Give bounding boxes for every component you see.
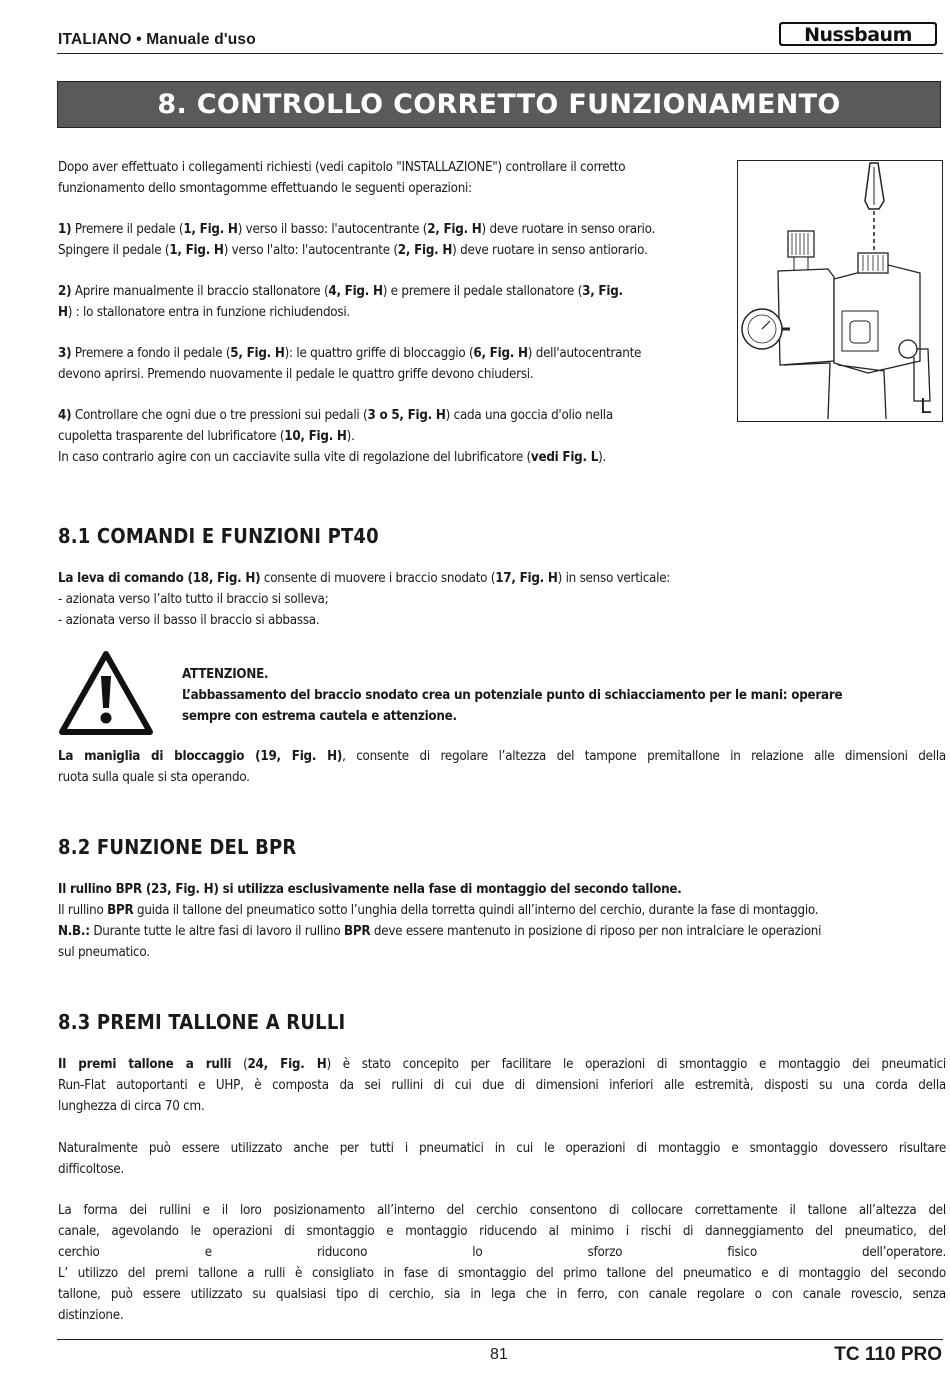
text-segment: La forma dei rullini e il loro posizionamento all’interno del cerchio consentono di collocare correttamente il tallone all’altezza del — [58, 1203, 946, 1218]
text-segment: ) : lo stallonatore entra in funzione richiudendosi. — [67, 305, 350, 320]
text-segment: Aprire manualmente il braccio stallonatore ( — [71, 284, 329, 299]
bold-text: 17, Fig. H — [495, 571, 558, 586]
section-8-1-body — [58, 568, 938, 631]
page-number: 81 — [490, 1346, 508, 1363]
text-line — [58, 1138, 946, 1159]
nussbaum-logo — [778, 16, 938, 50]
bold-text: La leva di comando (18, Fig. H) — [58, 571, 261, 586]
warning-icon — [58, 650, 154, 736]
text-line — [58, 1221, 946, 1242]
figure-label: L — [920, 394, 932, 418]
text-segment: Controllare che ogni due o tre pressioni sui pedali ( — [71, 408, 368, 423]
text-line — [58, 364, 728, 385]
bold-text: 3, Fig. — [582, 284, 623, 299]
section-8-3-paragraph-1 — [58, 1054, 946, 1117]
text-segment: ). — [346, 429, 355, 444]
section-heading-8-3: 8.3 PREMI TALLONE A RULLI — [58, 1010, 346, 1034]
text-segment: devono aprirsi. Premendo nuovamente il pedale le quattro griffe devono chiudersi. — [58, 367, 534, 382]
bold-text: 3 o 5, Fig. H — [367, 408, 446, 423]
text-segment: canale, agevolando le operazioni di smontaggio e montaggio riducendo al minimo i rischi di danneggiamento del pneumatico, del — [58, 1224, 946, 1239]
bold-text: 5, Fig. H — [230, 346, 285, 361]
text-segment: ): le quattro griffe di bloccaggio ( — [284, 346, 474, 361]
bold-text: BPR — [107, 903, 134, 918]
text-segment: sul pneumatico. — [58, 945, 150, 960]
text-line — [58, 568, 938, 589]
figure-l — [737, 160, 943, 422]
text-line — [58, 746, 946, 767]
step-item — [58, 219, 728, 261]
warning-text — [182, 664, 942, 727]
lubricator-illustration — [738, 161, 942, 421]
text-segment: Il rullino — [58, 903, 108, 918]
text-segment: ) è stato concepito per facilitare le operazioni di smontaggio e montaggio dei pneumatici — [326, 1057, 946, 1072]
text-segment: L’ utilizzo del premi tallone a rulli è consigliato in fase di smontaggio del primo tallone del pneumatico e di montaggio del secondo — [58, 1266, 946, 1281]
bold-text: La maniglia di bloccaggio (19, Fig. H) — [58, 749, 343, 764]
header-language-label: ITALIANO • Manuale d'uso — [58, 31, 256, 48]
bold-text: Il premi tallone a rulli — [58, 1057, 232, 1072]
step-item — [58, 281, 728, 323]
text-line — [58, 1159, 946, 1180]
text-segment: lunghezza di circa 70 cm. — [58, 1099, 205, 1114]
text-segment: Spingere il pedale ( — [58, 243, 170, 258]
text-segment: ) dell'autocentrante — [527, 346, 642, 361]
text-line — [58, 921, 946, 942]
text-segment: ( — [231, 1057, 248, 1072]
text-segment: Premere il pedale ( — [71, 222, 184, 237]
text-line — [58, 447, 728, 468]
section-8-2-body — [58, 879, 946, 963]
bold-text: 6, Fig. H — [473, 346, 528, 361]
text-segment: distinzione. — [58, 1308, 124, 1323]
text-segment: ). — [598, 450, 607, 465]
text-line — [58, 219, 728, 240]
warning-title: ATTENZIONE. — [182, 667, 269, 682]
bold-text: 2, Fig. H — [397, 243, 453, 258]
text-segment: - azionata verso il basso il braccio si abbassa. — [58, 613, 320, 628]
model-name: TC 110 PRO — [834, 1344, 942, 1365]
bold-text: 24, Fig. H — [247, 1057, 327, 1072]
bold-text: Il rullino BPR (23, Fig. H) si utilizza esclusivamente nella fase di montaggio del secondo tallone. — [58, 882, 682, 897]
text-segment: ) cada una goccia d'olio nella — [445, 408, 613, 423]
text-segment: tallone, può essere utilizzato su qualsiasi tipo di cerchio, sia in lega che in ferro, con canale regolare o con canale rovescio, senza — [58, 1287, 946, 1302]
text-line — [58, 1054, 946, 1075]
text-segment: ) verso il basso: l'autocentrante ( — [237, 222, 428, 237]
text-line — [58, 426, 728, 447]
text-segment: cerchio e riducono lo sforzo fisico dell’operatore. — [58, 1245, 946, 1260]
bold-text: H — [58, 305, 68, 320]
warning-line: sempre con estrema cautela e attenzione. — [182, 709, 457, 724]
text-segment: ) deve ruotare in senso antiorario. — [452, 243, 648, 258]
text-line — [58, 343, 728, 364]
text-line — [58, 1305, 946, 1326]
svg-text:Nussbaum: Nussbaum — [804, 24, 912, 46]
text-line — [58, 879, 946, 900]
section-8-3-paragraph-2 — [58, 1138, 946, 1180]
text-line — [58, 405, 728, 426]
text-line — [58, 767, 946, 788]
step-item — [58, 343, 728, 385]
text-line — [58, 1263, 946, 1284]
steps-list — [58, 219, 728, 488]
text-line — [58, 1242, 946, 1263]
text-segment: consente di muovere i braccio snodato ( — [260, 571, 496, 586]
text-segment: deve essere mantenuto in posizione di riposo per non intralciare le operazioni — [370, 924, 822, 939]
text-line — [58, 900, 946, 921]
text-segment: ) deve ruotare in senso orario. — [481, 222, 655, 237]
text-segment: difficoltose. — [58, 1162, 125, 1177]
bold-text: 2) — [58, 284, 72, 299]
text-segment: ) e premere il pedale stallonatore ( — [382, 284, 583, 299]
bold-text: 4) — [58, 408, 72, 423]
page-title: 8. CONTROLLO CORRETTO FUNZIONAMENTO — [57, 81, 941, 128]
bold-text: 1, Fig. H — [169, 243, 224, 258]
text-line — [58, 1075, 946, 1096]
text-line — [58, 589, 938, 610]
bold-text: 1, Fig. H — [183, 222, 238, 237]
text-line — [58, 302, 728, 323]
bold-text: vedi Fig. L — [530, 450, 599, 465]
text-segment: ) in senso verticale: — [557, 571, 671, 586]
intro-line: Dopo aver effettuato i collegamenti richiesti (vedi capitolo "INSTALLAZIONE") controllare il corretto — [58, 160, 626, 175]
bold-text: N.B.: — [58, 924, 90, 939]
text-line — [58, 1096, 946, 1117]
bold-text: 1) — [58, 222, 72, 237]
text-segment: Premere a fondo il pedale ( — [71, 346, 231, 361]
text-line — [58, 610, 938, 631]
section-heading-8-2: 8.2 FUNZIONE DEL BPR — [58, 835, 297, 859]
text-line — [58, 942, 946, 963]
intro-line: funzionamento dello smontagomme effettuando le seguenti operazioni: — [58, 181, 472, 196]
text-segment: In caso contrario agire con un cacciavite sulla vite di regolazione del lubrificatore ( — [58, 450, 531, 465]
bold-text: 2, Fig. H — [427, 222, 482, 237]
text-segment: Naturalmente può essere utilizzato anche per tutti i pneumatici in cui le operazioni di montaggio e smontaggio dovessero risultare — [58, 1141, 946, 1156]
intro-paragraph — [58, 157, 738, 199]
bold-text: 4, Fig. H — [328, 284, 383, 299]
text-segment: - azionata verso l’alto tutto il braccio si solleva; — [58, 592, 329, 607]
text-segment: ) verso l'alto: l'autocentrante ( — [223, 243, 398, 258]
section-8-1-body-2 — [58, 746, 946, 788]
text-segment: guida il tallone del pneumatico sotto l’unghia della torretta quindi all’interno del cerchio, durante la fase di montaggio. — [133, 903, 819, 918]
text-segment: ruota sulla quale si sta operando. — [58, 770, 250, 785]
bold-text: 10, Fig. H — [284, 429, 347, 444]
text-segment: Run-Flat autoportanti e UHP, è composta da sei rullini di cui due di dimensioni inferiori alle estremità, disposti su una corda della — [58, 1078, 946, 1093]
text-segment: cupoletta trasparente del lubrificatore ( — [58, 429, 285, 444]
section-8-3-paragraph-3 — [58, 1200, 946, 1326]
text-line — [58, 240, 728, 261]
text-line — [58, 1200, 946, 1221]
text-line — [58, 1284, 946, 1305]
warning-line: L’abbassamento del braccio snodato crea un potenziale punto di schiacciamento per le mani: operare — [182, 688, 843, 703]
section-heading-8-1: 8.1 COMANDI E FUNZIONI PT40 — [58, 524, 379, 548]
footer-rule — [57, 1339, 943, 1340]
header-rule — [57, 53, 943, 54]
bold-text: 3) — [58, 346, 72, 361]
text-segment: , consente di regolare l’altezza del tampone premitallone in relazione alle dimensioni della — [342, 749, 946, 764]
step-item — [58, 405, 728, 468]
text-line — [58, 281, 728, 302]
text-segment: Durante tutte le altre fasi di lavoro il rullino — [89, 924, 344, 939]
bold-text: BPR — [343, 924, 371, 939]
